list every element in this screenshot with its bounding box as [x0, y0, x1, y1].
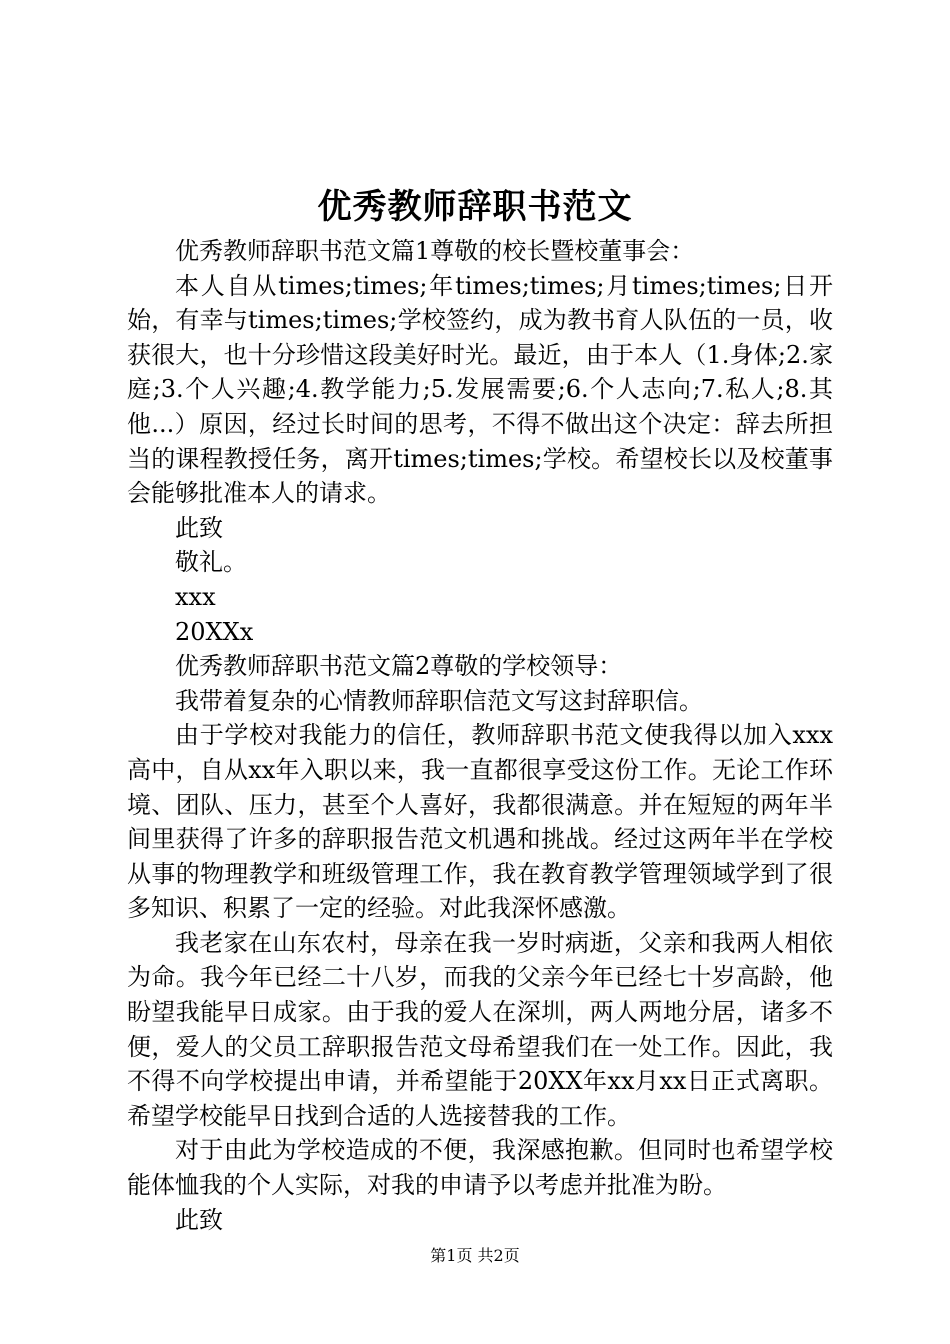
closing-salutation-2: 此致 — [175, 1205, 223, 1234]
paragraph-intro-2: 优秀教师辞职书范文篇2尊敬的学校领导： — [175, 652, 623, 681]
document-title: 优秀教师辞职书范文 — [317, 187, 633, 227]
paragraph-body-3: 由于学校对我能力的信任，教师辞职书范文使我得以加入xxx高中，自从xx年入职以来，我一直都很享受这份工作。无论工作环境、团队、压力，甚至个人喜好，我都很满意。并在短短的两年半间里获得了许多的辞职报告范文机遇和挑战。经过这两年半在学校从事的物理教学和班级管理工作，我在教育教学管理领域学到了很多知识、积累了一定的经验。对此我深怀感激。 — [127, 721, 833, 923]
paragraph-body-1: 本人自从times;times;年times;times;月times;times;日开始，有幸与times;times;学校签约，成为教书育人队伍的一员，收获很大，也十分珍惜这段美好时光。最近，由于本人（1.身体;2.家庭;3.个人兴趣;4.教学能力;5.发展需要;6.个人志向;7.私人;8.其他...）原因，经过长时间的思考，不得不做出这个决定：辞去所担当的课程教授任务，离开times;times;学校。希望校长以及校董事会能够批准本人的请求。 — [127, 271, 833, 508]
signature-date: 20XXx — [175, 617, 254, 646]
closing-regards: 敬礼。 — [175, 548, 247, 577]
closing-salutation: 此致 — [175, 513, 223, 542]
paragraph-body-4: 我老家在山东农村，母亲在我一岁时病逝，父亲和我两人相依为命。我今年已经二十八岁，而我的父亲今年已经七十岁高龄，他盼望我能早日成家。由于我的爱人在深圳，两人两地分居，诸多不便，爱人的父员工辞职报告范文母希望我们在一处工作。因此，我不得不向学校提出申请，并希望能于20XX年xx月xx日正式离职。希望学校能早日找到合适的人选接替我的工作。 — [127, 928, 833, 1130]
paragraph-body-5: 对于由此为学校造成的不便，我深感抱歉。但同时也希望学校能体恤我的个人实际，对我的申请予以考虑并批准为盼。 — [127, 1136, 833, 1200]
document-body — [127, 234, 833, 1237]
signature-name: xxx — [175, 582, 216, 611]
page-footer: 第1页 共2页 — [430, 1246, 520, 1265]
paragraph-body-2: 我带着复杂的心情教师辞职信范文写这封辞职信。 — [175, 686, 703, 715]
paragraph-intro-1: 优秀教师辞职书范文篇1尊敬的校长暨校董事会： — [175, 237, 695, 265]
